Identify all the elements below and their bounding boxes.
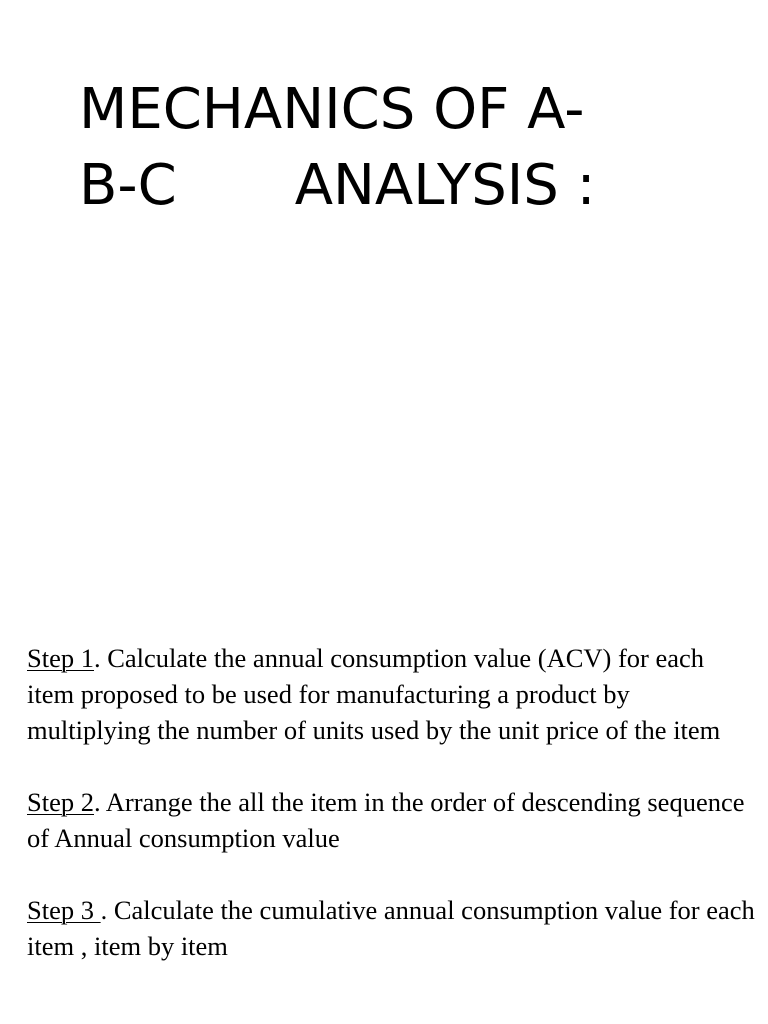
step-1-paragraph (27, 640, 757, 748)
title-line-2-part-2: ANALYSIS : (294, 153, 596, 218)
step-3-label: Step 3 (27, 895, 101, 925)
step-2-label: Step 2 (27, 787, 94, 817)
step-3-text: . Calculate the cumulative annual consumption value for each item , item by item (27, 895, 755, 961)
step-2-text: . Arrange the all the item in the order of descending sequence of Annual consumption value (27, 787, 745, 853)
slide-body (27, 640, 757, 1000)
slide-title (79, 72, 719, 224)
step-2-paragraph (27, 784, 757, 856)
step-1-label: Step 1 (27, 643, 94, 673)
title-line-2 (79, 148, 719, 224)
step-3-paragraph (27, 892, 757, 964)
title-line-1: MECHANICS OF A- (79, 77, 585, 142)
step-1-text: . Calculate the annual consumption value (ACV) for each item proposed to be used for manufacturing a product by multiplying the number of units used by the unit price of the item (27, 643, 721, 745)
title-line-2-part-1: B-C (79, 153, 177, 218)
